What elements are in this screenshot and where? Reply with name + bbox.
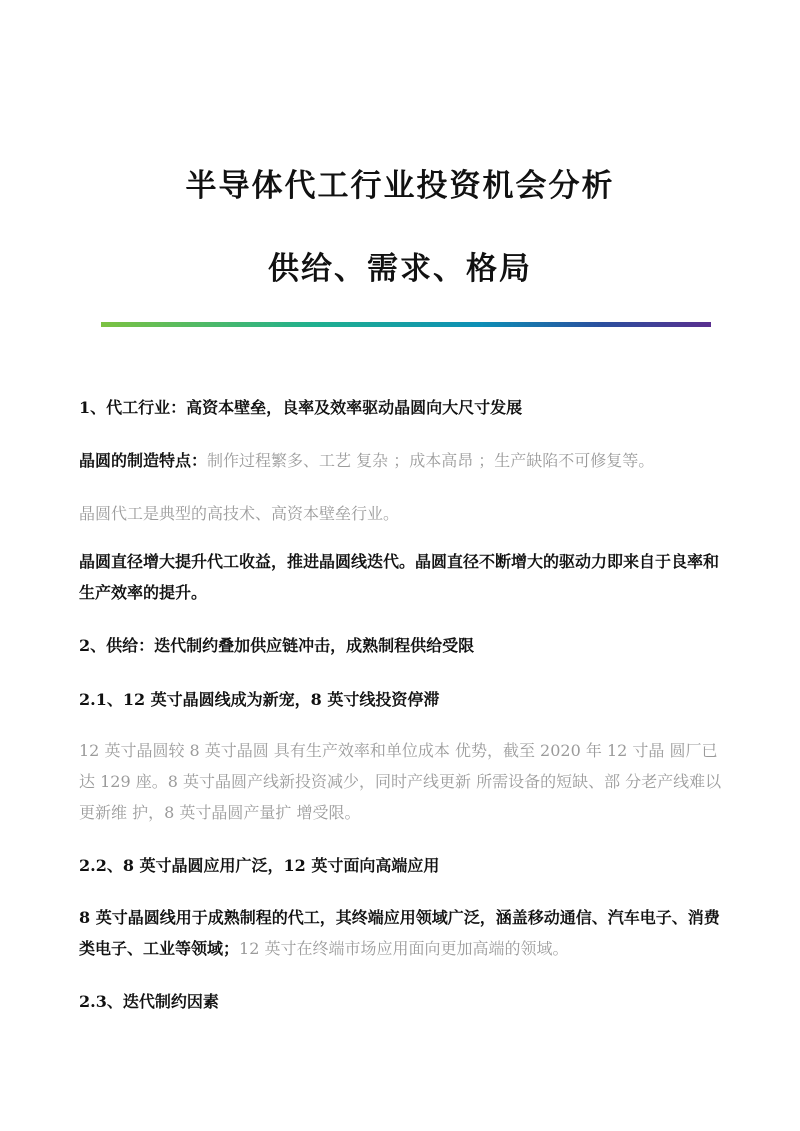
paragraph-label: 晶圆的制造特点： bbox=[79, 451, 208, 470]
subsection-heading-2-3: 2.3、迭代制约因素 bbox=[79, 992, 219, 1011]
paragraph-8-inch-applications bbox=[79, 902, 724, 964]
section-heading-1: 1、代工行业：高资本壁垒，良率及效率驱动晶圆向大尺寸发展 bbox=[79, 398, 523, 417]
paragraph-text: 制作过程繁多、工艺 复杂 ；成本高昂 ；生产缺陷不可修复等。 bbox=[207, 451, 655, 470]
section-heading-2: 2、供给：迭代制约叠加供应链冲击，成熟制程供给受限 bbox=[79, 636, 475, 655]
paragraph-wafer-features bbox=[79, 445, 724, 476]
subsection-heading-2-1: 2.1、12 英寸晶圆线成为新宠，8 英寸线投资停滞 bbox=[79, 690, 440, 709]
document-subtitle: 供给、需求、格局 bbox=[268, 251, 532, 287]
gradient-divider bbox=[101, 322, 711, 327]
paragraph-foundry-barrier: 晶圆代工是典型的高技术、高资本壁垒行业。 bbox=[79, 504, 400, 523]
paragraph-bold-text: 8 英寸晶圆线用于成熟制程的代工，其终端应用领域广泛，涵盖移动通信、汽车电子、消费类电子、工业等领域； bbox=[79, 908, 720, 958]
document-title: 半导体代工行业投资机会分析 bbox=[185, 168, 615, 204]
paragraph-wafer-diameter: 晶圆直径增大提升代工收益，推进晶圆线迭代。晶圆直径不断增大的驱动力即来自于良率和生产效率的提升。 bbox=[79, 552, 720, 602]
paragraph-12-inch-advantage: 12 英寸晶圆较 8 英寸晶圆 具有生产效率和单位成本 优势，截至 2020 年 12 寸晶 圆厂已达 129 座。8 英寸晶圆产线新投资减少，同时产线更新 所需设备的短缺、部 分老产线难以更新维 护，8 英寸晶圆产量扩 增受限。 bbox=[79, 741, 722, 822]
paragraph-muted-text: 12 英寸在终端市场应用面向更加高端的领域。 bbox=[239, 939, 569, 958]
subsection-heading-2-2: 2.2、8 英寸晶圆应用广泛，12 英寸面向高端应用 bbox=[79, 856, 440, 875]
